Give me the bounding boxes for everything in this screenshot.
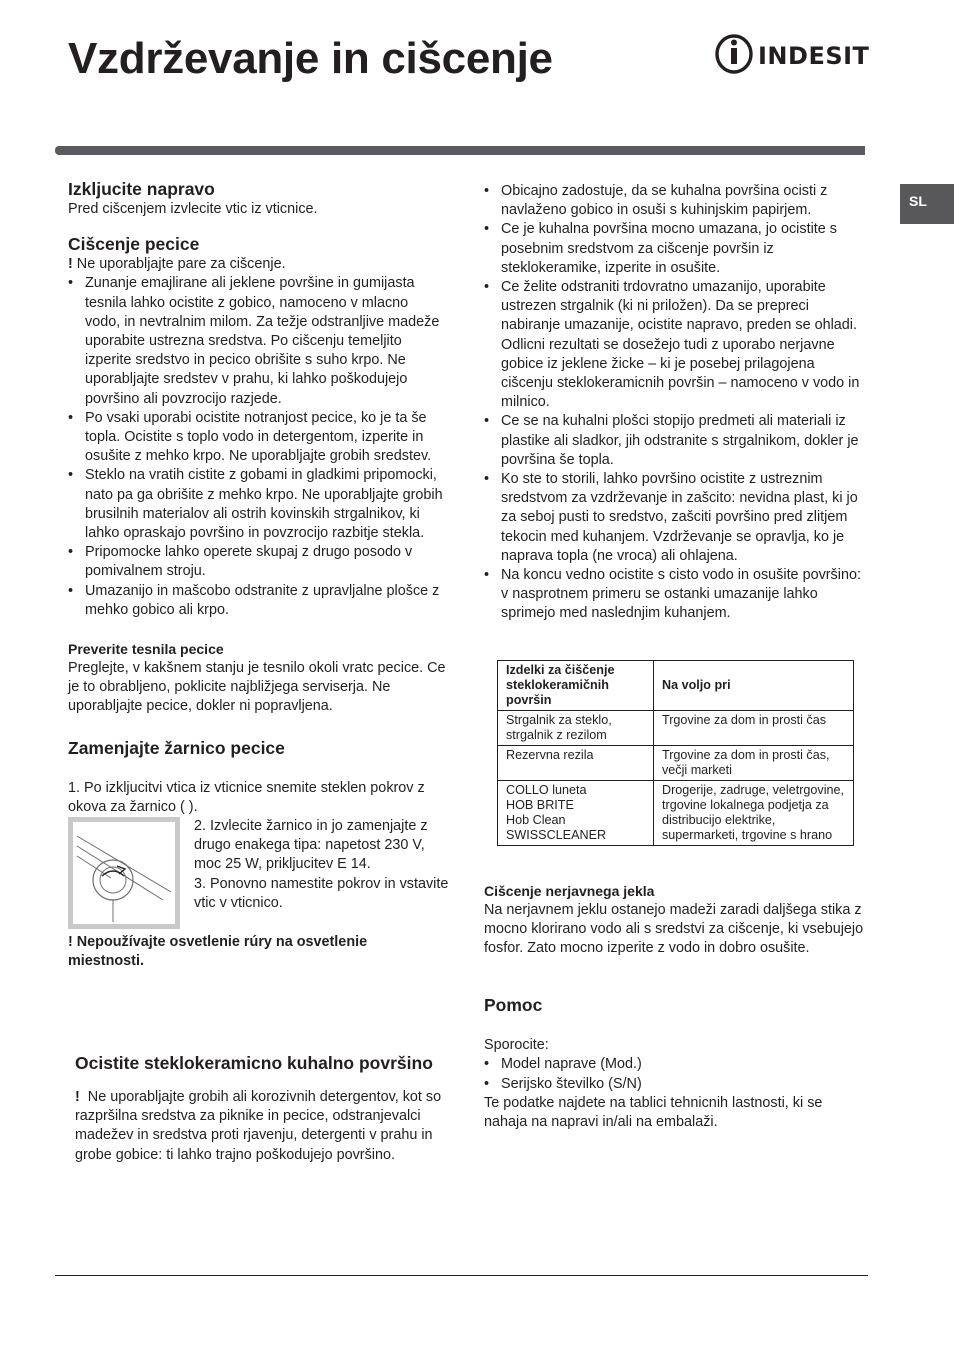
list-item: • Model naprave (Mod.) xyxy=(484,1055,864,1074)
lamp-step-2: 2. Izvlecite žarnico in jo zamenjajte z drugo enakega tipa: napetost 230 V, moc 25 W, prikljucitev E 14. xyxy=(194,818,428,873)
list-item: • Serijsko številko (S/N) xyxy=(484,1075,864,1094)
cleaning-products-table xyxy=(497,660,854,846)
list-item: • Na koncu vedno ocistite s cisto vodo in osušite površino: v nasprotnem primeru se ostanki umazanije lahko sprimejo med naslednjim kuhanjem. xyxy=(484,566,864,624)
section-heading-stainless: Cišcenje nerjavnega jekla xyxy=(484,882,655,899)
help-list xyxy=(484,1055,864,1093)
svg-text:INDESIT: INDESIT xyxy=(758,42,870,70)
lamp-step-3: 3. Ponovno namestite pokrov in vstavite vtic v vticnico. xyxy=(194,875,449,911)
table-row xyxy=(498,780,854,845)
table-cell: Drogerije, zadruge, veletrgovine, trgovine lokalnega podjetja za distribucijo elektrike, supermarketi, trgovine s hrano xyxy=(654,780,854,845)
table-cell: COLLO luneta HOB BRITE Hob Clean SWISSCLEANER xyxy=(498,780,654,845)
lamp-illustration xyxy=(68,817,180,929)
table-row xyxy=(498,745,854,780)
header-rule xyxy=(55,146,865,155)
left-column xyxy=(68,178,449,971)
table-cell: Rezervna rezila xyxy=(498,745,654,780)
section-heading-lamp: Zamenjajte žarnico pecice xyxy=(68,737,285,758)
language-tab: SL xyxy=(900,184,954,224)
list-item: • Ce se na kuhalni plošci stopijo predmeti ali materiali iz plastike ali sladkor, jih odstranite s strgalnikom, dokler je površina še topla. xyxy=(484,412,864,470)
warning-mark: ! xyxy=(68,256,73,273)
oven-cleaning-list xyxy=(68,274,446,620)
stainless-steel-section xyxy=(484,882,864,959)
help-intro: Sporocite: xyxy=(484,1037,549,1054)
lamp-step-1: 1. Po izkljucitvi vtica iz vticnice snemite steklen pokrov z okova za žarnico ( ). xyxy=(68,779,425,815)
list-item: • Steklo na vratih cistite z gobami in gladkimi pripomocki, nato pa ga obrišite z mehko krpo. Ne uporabljajte grobih brusilnih materialov ali ostrih kovinskih strgalnikov, ki lahko opraskajo površino in povzrocijo razbitje stekla. xyxy=(68,466,446,543)
table-header-row xyxy=(498,660,854,710)
list-item: • Ko ste to storili, lahko površino ocistite z ustreznim sredstvom za vzdrževanje in zašcito: nevidna plast, ki jo za seboj pusti to sredstvo, zašciti površino pred zlitjem tekocin med kuhanjem. Vzdrževanje se opravlja, ko je naprava topla (ne vroca) ali ohlajena. xyxy=(484,470,864,566)
section-heading-glass-ceramic: Ocistite steklokeramicno kuhalno površino xyxy=(75,1053,433,1073)
help-text: Te podatke najdete na tablici tehnicnih lastnosti, ki se nahaja na napravi in/ali na embalaži. xyxy=(484,1094,823,1131)
right-column xyxy=(484,182,864,1132)
section-heading-seals: Preverite tesnila pecice xyxy=(68,641,224,658)
table-cell: Trgovine za dom in prosti čas xyxy=(654,710,854,745)
list-item: • Obicajno zadostuje, da se kuhalna površina ocisti z navlaženo gobico in osuši s kuhinjskim papirjem. xyxy=(484,182,864,220)
glass-ceramic-warning: ! Ne uporabljajte grobih ali korozivnih detergentov, kot so razpršilna sredstva za piknike in pecice, odstranjevalci madežev in sredstva proti rjavenju, detergenti v prahu in grobe gobice: ti lahko trajno poškodujejo površino. xyxy=(75,1089,442,1163)
list-item: • Zunanje emajlirane ali jeklene površine in gumijasta tesnila lahko ocistite z gobico, namoceno v mlacno vodo, in nevtralnim milom. Za težje odstranljive madeže uporabite ustrezna sredstva. Po cišcenju temeljito izperite sredstvo in pecico obrišite s suho krpo. Ne uporabljajte sredstev v prahu, ki lahko poškodujejo površino ali povzrocijo razjede. xyxy=(68,274,446,408)
oven-cleaning-warning: ! Ne uporabljajte pare za cišcenje. xyxy=(68,256,286,273)
list-item: • Ce želite odstraniti trdovratno umazanijo, uporabite ustrezen strgalnik (ki ni priložen). Da se prepreci nabiranje umazanije, ocistite napravo, preden se ohladi. Odlicni rezultati se dosežejo tudi z uporabo nerjavne gobice iz jeklene žicke – ki je posebej prilagojena cišcenju steklokeramicnih površin – namoceno v vodo in milnico. xyxy=(484,278,864,412)
glass-ceramic-list xyxy=(484,182,864,624)
section-text-stainless: Na nerjavnem jeklu ostanejo madeži zaradi daljšega stika z mocno klorirano vodo ali s sredstvi za cišcenje, ki vsebujejo fosfor. Zato mocno izperite z vodo in dobro osušite. xyxy=(484,901,864,957)
table-row xyxy=(498,710,854,745)
footer-rule xyxy=(55,1275,868,1276)
help-section xyxy=(484,994,864,1132)
warning-mark: ! xyxy=(75,1089,80,1105)
list-item: • Ce je kuhalna površina mocno umazana, jo ocistite s posebnim sredstvom za cišcenje površin iz steklokeramike, izperite in osušite. xyxy=(484,220,864,278)
section-heading-oven-cleaning: Cišcenje pecice xyxy=(68,234,200,255)
section-text-seals: Preglejte, v kakšnem stanju je tesnilo okoli vratc pecice. Ce je to obrabljeno, poklicite najbližjega serviserja. Ne uporabljajte pecice, dokler ni popravljena. xyxy=(68,660,446,715)
table-cell: Strgalnik za steklo, strgalnik z rezilom xyxy=(498,710,654,745)
lamp-steps-text xyxy=(194,817,450,913)
list-item: • Pripomocke lahko operete skupaj z drugo posodo v pomivalnem stroju. xyxy=(68,543,446,581)
table-header-cell: Na voljo pri xyxy=(654,660,854,710)
page-title: Vzdrževanje in cišcenje xyxy=(68,34,553,83)
list-item: • Po vsaki uporabi ocistite notranjost pecice, ko je ta še topla. Ocistite s toplo vodo in detergentom, izperite in osušite z mehko krpo. Ne uporabljajte grobih sredstev. xyxy=(68,409,446,467)
section-text-switch-off: Pred cišcenjem izvlecite vtic iz vticnice. xyxy=(68,201,318,217)
section-heading-switch-off: Izkljucite napravo xyxy=(68,179,215,199)
glass-ceramic-section xyxy=(75,1052,455,1165)
lamp-warning: ! Nepoužívajte osvetlenie rúry na osvetlenie miestnosti. xyxy=(68,934,368,970)
table-header-cell: Izdelki za čiščenje steklokeramičnih površin xyxy=(498,660,654,710)
table-cell: Trgovine za dom in prosti čas, večji marketi xyxy=(654,745,854,780)
list-item: • Umazanijo in mašcobo odstranite z upravljalne plošce z mehko gobico ali krpo. xyxy=(68,582,446,620)
section-heading-help: Pomoc xyxy=(484,995,543,1016)
indesit-logo xyxy=(714,33,872,75)
lamp-steps xyxy=(68,817,449,929)
